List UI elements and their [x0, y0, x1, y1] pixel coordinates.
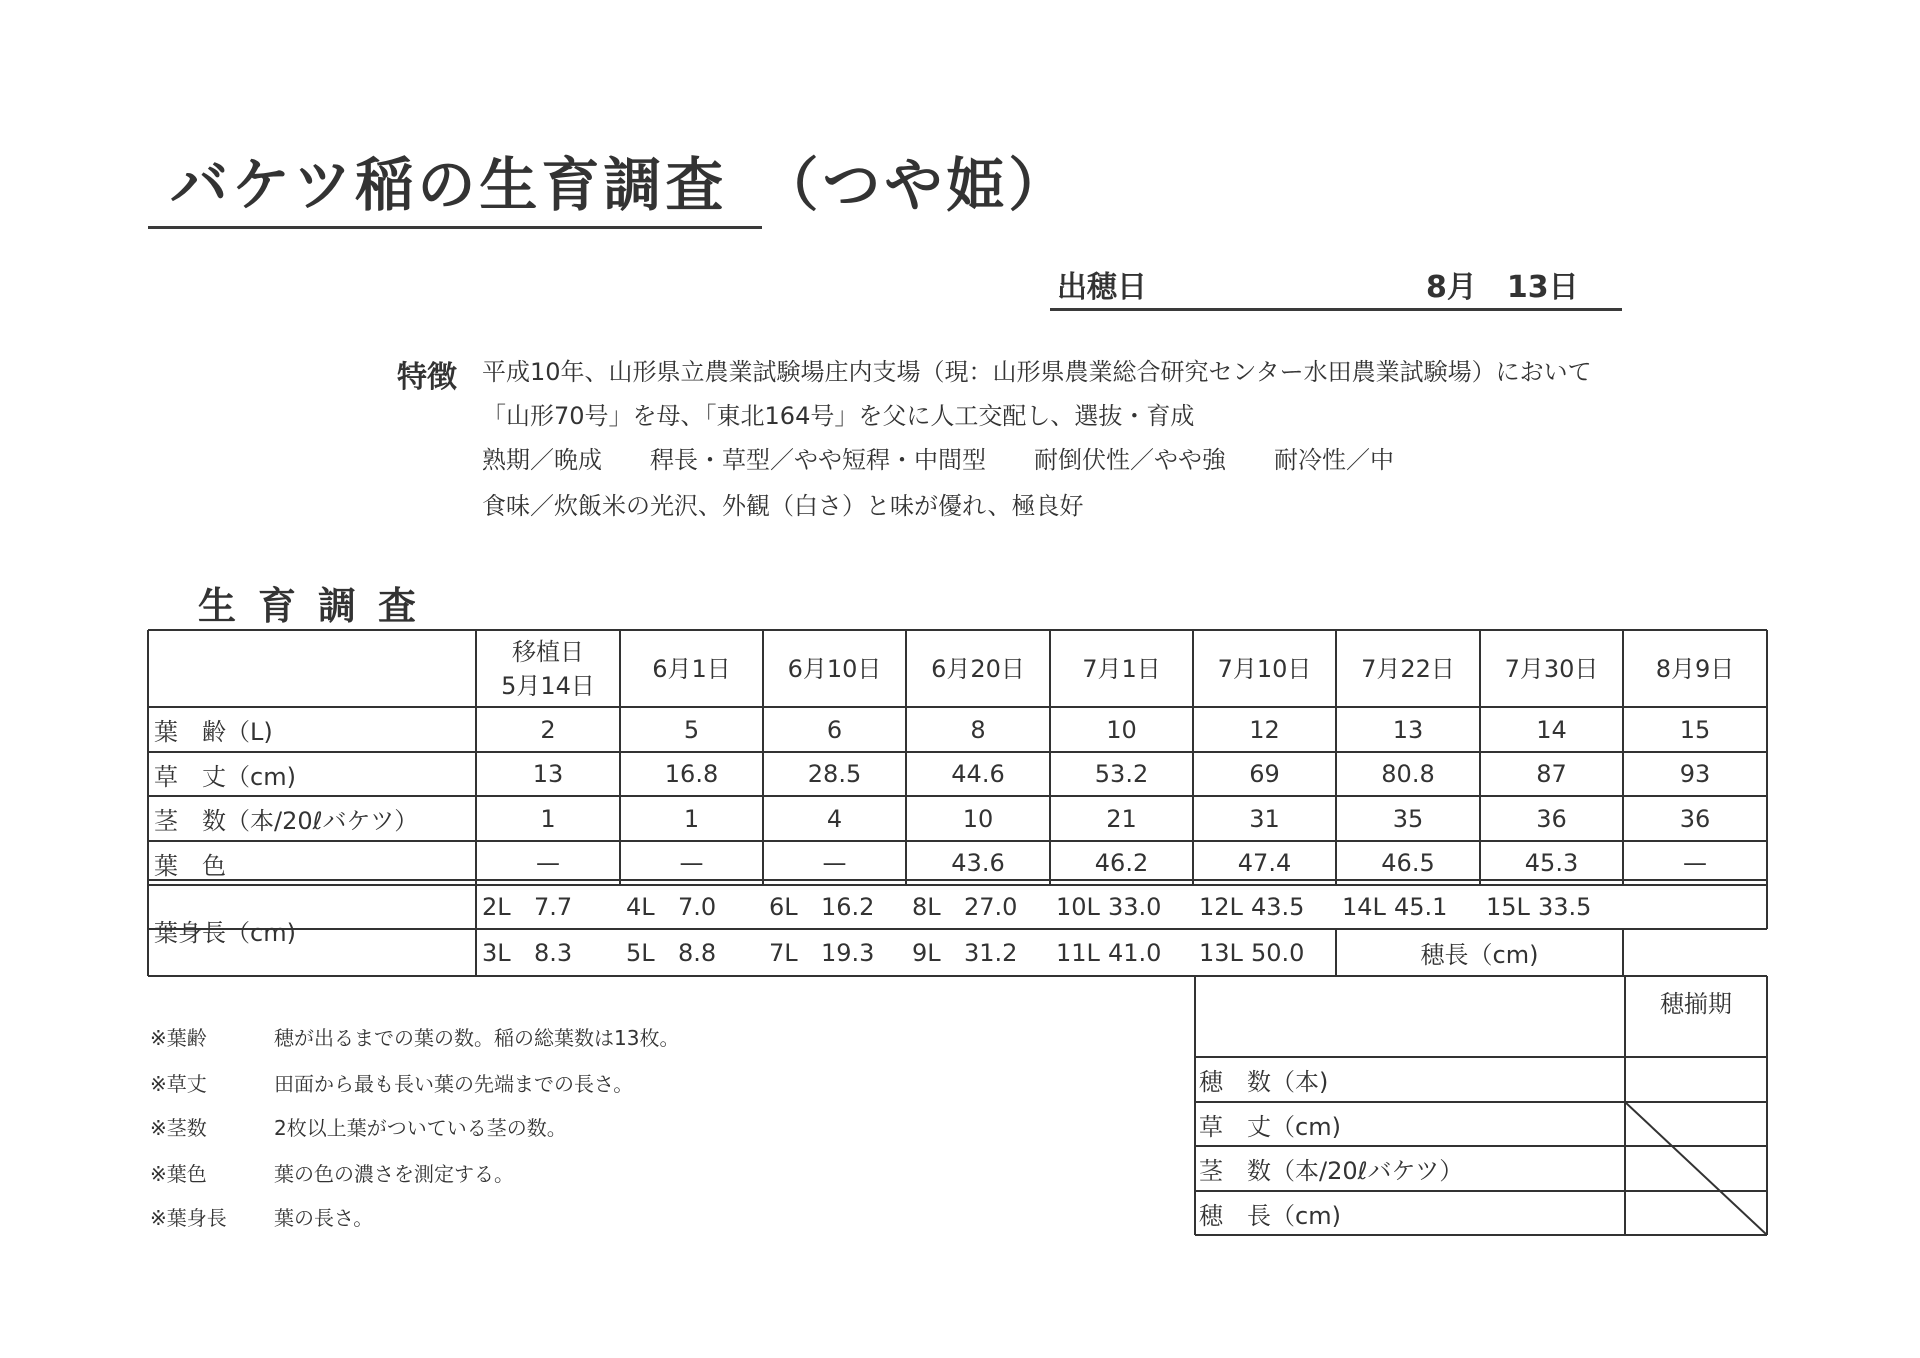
features-line: 食味／炊飯米の光沢、外観（白さ）と味が優れ、極良好 [482, 492, 1084, 520]
features-line: 平成10年、山形県立農業試験場庄内支場（現：山形県農業総合研究センター水田農業試験場）において [482, 358, 1592, 386]
table-cell [1193, 841, 1336, 885]
table-cell [763, 796, 906, 841]
table-cell-text: 80.8 [1381, 760, 1435, 788]
table-rule [1194, 976, 1196, 1235]
table-cell-text: 4 [826, 804, 843, 833]
table-cell [1336, 796, 1480, 841]
blade-leaf [1056, 885, 1106, 929]
features-label: 特徴 [397, 360, 457, 395]
table-cell [620, 841, 763, 885]
table-cell-text: — [679, 849, 704, 877]
table-cell-text: — [1683, 849, 1707, 877]
table-cell [763, 841, 906, 885]
blade-value [678, 929, 758, 976]
table-cell-text: 46.2 [1094, 849, 1149, 877]
blade-leaf [482, 885, 532, 929]
blade-value-text: 31.2 [964, 938, 1018, 967]
blade-value-text: 19.3 [821, 938, 875, 967]
date-header-text: 7月1日 [1082, 654, 1161, 683]
table-cell [1193, 752, 1336, 796]
diagonal-slash [1625, 1102, 1767, 1235]
table-cell [906, 841, 1050, 885]
table-cell [476, 841, 620, 885]
date-header [1336, 630, 1480, 707]
table-cell [476, 752, 620, 796]
row-label [154, 885, 474, 976]
date-header-text: 7月22日 [1361, 654, 1455, 683]
table-cell [1050, 841, 1193, 885]
table-cell [1193, 707, 1336, 752]
blade-leaf [1056, 929, 1106, 976]
table-cell [1050, 752, 1193, 796]
blade-value-text: 33.0 [1108, 893, 1162, 921]
note-text: 穂が出るまでの葉の数。稲の総葉数は13枚。 [274, 1026, 680, 1050]
blade-leaf [1199, 885, 1249, 929]
table-cell-text: 12 [1249, 715, 1280, 744]
table-cell-text: 6 [826, 715, 843, 744]
blade-value [964, 929, 1044, 976]
blade-leaf [626, 885, 676, 929]
table-cell [476, 796, 620, 841]
table-cell [906, 707, 1050, 752]
heading-row-label [1199, 1057, 1621, 1102]
blade-value-text: 43.5 [1251, 893, 1305, 921]
blade-value-text: 8.8 [678, 938, 717, 967]
blade-leaf [912, 929, 962, 976]
table-cell [1336, 841, 1480, 885]
blade-value-text: 50.0 [1251, 938, 1305, 967]
table-cell [1480, 796, 1623, 841]
blade-leaf [1199, 929, 1249, 976]
table-cell [763, 752, 906, 796]
note-text: 2枚以上葉がついている茎の数。 [274, 1116, 567, 1140]
row-label-text: 茎 数（本/20ℓバケツ） [154, 807, 419, 835]
blade-leaf-text: 15L [1486, 893, 1530, 921]
table-cell-text: 47.4 [1237, 849, 1292, 877]
table-cell-text: 93 [1679, 760, 1711, 788]
table-cell-text: 44.6 [951, 760, 1005, 788]
date-header [620, 630, 763, 707]
blade-leaf-text: 14L [1342, 893, 1386, 921]
date-header [763, 630, 906, 707]
table-cell-text: 35 [1392, 804, 1424, 833]
note-term: ※葉色 [150, 1162, 207, 1186]
blade-leaf-text: 12L [1199, 893, 1243, 921]
table-cell [1336, 707, 1480, 752]
table-cell [1050, 707, 1193, 752]
heading-row-label-text: 草 丈（cm) [1199, 1112, 1341, 1141]
note-text: 田面から最も長い葉の先端までの長さ。 [274, 1072, 634, 1096]
table-cell [1480, 752, 1623, 796]
date-header [476, 630, 620, 707]
date-header-text: 5月14日 [501, 671, 595, 700]
diagonal-line [1625, 1102, 1767, 1235]
row-label [154, 841, 474, 885]
blade-value [1251, 885, 1331, 929]
blade-leaf-text: 2L [482, 893, 511, 921]
date-header-text: 7月10日 [1217, 654, 1312, 683]
blade-leaf-text: 5L [626, 938, 655, 967]
blade-leaf [482, 929, 532, 976]
heading-stage-header-text: 穂揃期 [1660, 989, 1732, 1018]
panicle-length-label [1336, 929, 1623, 976]
table-cell-text: 8 [970, 715, 986, 744]
blade-value-text: 41.0 [1108, 938, 1162, 967]
table-cell-text: 36 [1536, 804, 1567, 833]
blade-leaf-text: 10L [1056, 893, 1100, 921]
blade-leaf [769, 929, 819, 976]
table-cell [1623, 841, 1767, 885]
date-header [1050, 630, 1193, 707]
page-title: バケツ稲の生育調査 （つや姫） [170, 151, 1071, 219]
blade-value-text: 7.7 [534, 893, 573, 921]
note-term: ※葉身長 [150, 1206, 227, 1230]
date-header-text: 6月1日 [652, 654, 731, 683]
heading-row-label [1199, 1146, 1621, 1191]
table-rule [475, 885, 477, 976]
date-header-text: 8月9日 [1655, 654, 1735, 683]
table-rule [147, 630, 149, 976]
blade-value [1251, 929, 1331, 976]
blade-leaf-text: 11L [1056, 938, 1100, 967]
table-cell-text: 87 [1536, 760, 1567, 788]
table-cell [476, 707, 620, 752]
title-underline [148, 226, 762, 229]
blade-value [964, 885, 1044, 929]
table-cell [906, 752, 1050, 796]
row-label-text: 葉 色 [154, 851, 226, 880]
table-cell-text: 69 [1249, 760, 1280, 788]
blade-leaf-text: 3L [482, 938, 511, 967]
section-title: 生育調査 [198, 584, 439, 628]
table-cell [763, 707, 906, 752]
table-cell-text: 10 [962, 804, 994, 833]
table-cell-text: 10 [1106, 715, 1137, 744]
heading-row-label-text: 穂 長（cm) [1199, 1201, 1341, 1230]
date-header-text: 移植日 [512, 637, 584, 666]
table-cell-text: 15 [1679, 715, 1711, 744]
table-cell-text: 21 [1106, 804, 1137, 833]
date-header-text: 6月10日 [787, 654, 882, 683]
blade-value [1538, 885, 1618, 929]
table-cell [1623, 796, 1767, 841]
row-label-text: 葉 齢（L) [154, 718, 273, 746]
table-cell-text: 46.5 [1381, 849, 1435, 877]
features-line: 熟期／晩成 稈長・草型／やや短稈・中間型 耐倒伏性／やや強 耐冷性／中 [482, 446, 1394, 474]
blade-value-text: 33.5 [1538, 893, 1592, 921]
table-cell [1623, 752, 1767, 796]
blade-value [534, 929, 614, 976]
blade-leaf [1486, 885, 1536, 929]
blade-leaf-text: 7L [769, 938, 798, 967]
table-cell-text: 28.5 [807, 760, 862, 788]
table-cell [1480, 707, 1623, 752]
table-cell-text: 45.3 [1524, 849, 1579, 877]
heading-row-label [1199, 1191, 1621, 1235]
blade-value-text: 27.0 [964, 893, 1018, 921]
blade-value [534, 885, 614, 929]
heading-date-label: 出穂日 [1057, 270, 1147, 305]
date-header-text: 7月30日 [1504, 654, 1599, 683]
blade-value [821, 929, 901, 976]
heading-row-label [1199, 1102, 1621, 1146]
heading-row-label-text: 茎 数（本/20ℓバケツ） [1199, 1157, 1464, 1185]
table-cell [1623, 707, 1767, 752]
table-cell-text: 1 [683, 804, 700, 833]
table-cell-text: 5 [683, 715, 700, 744]
table-cell [1193, 796, 1336, 841]
table-cell-text: 13 [1392, 715, 1424, 744]
heading-date-value: 8月 13日 [1426, 270, 1579, 305]
row-label [154, 796, 474, 841]
row-label-text: 草 丈（cm) [154, 762, 296, 791]
note-term: ※茎数 [150, 1116, 207, 1140]
heading-row-label-text: 穂 数（本) [1199, 1068, 1329, 1096]
blade-value [821, 885, 901, 929]
blade-value-text: 45.1 [1394, 893, 1448, 921]
blade-value [1108, 929, 1188, 976]
blade-leaf-text: 13L [1199, 938, 1243, 967]
row-label [154, 707, 474, 752]
table-cell [620, 752, 763, 796]
table-cell [1336, 752, 1480, 796]
blade-value-text: 16.2 [821, 893, 875, 921]
table-cell-text: 31 [1249, 804, 1280, 833]
heading-date-underline [1050, 308, 1622, 311]
table-cell-text: 53.2 [1094, 760, 1149, 788]
table-cell-text: 1 [540, 804, 556, 833]
table-cell [1050, 796, 1193, 841]
table-cell-text: 14 [1536, 715, 1567, 744]
blade-leaf [769, 885, 819, 929]
table-cell-text: 13 [532, 760, 564, 788]
table-cell [1480, 841, 1623, 885]
blade-leaf-text: 9L [912, 938, 941, 967]
blade-value-text: 8.3 [534, 938, 573, 967]
date-header [1623, 630, 1767, 707]
table-cell [906, 796, 1050, 841]
row-label [154, 752, 474, 796]
note-text: 葉の色の濃さを測定する。 [274, 1162, 514, 1186]
table-cell-text: — [822, 849, 847, 877]
heading-stage-header [1625, 976, 1767, 1026]
date-header-text: 6月20日 [931, 654, 1025, 683]
blade-value-text: 7.0 [678, 893, 717, 921]
blade-value [1394, 885, 1474, 929]
table-cell-text: 16.8 [664, 760, 719, 788]
blade-leaf-text: 6L [769, 893, 798, 921]
date-header [1480, 630, 1623, 707]
note-text: 葉の長さ。 [274, 1206, 374, 1230]
table-cell-text: — [536, 849, 560, 877]
blade-leaf [626, 929, 676, 976]
blade-leaf [912, 885, 962, 929]
table-cell-text: 43.6 [951, 849, 1005, 877]
row-label-text: 葉身長（cm) [154, 919, 296, 947]
features-line: 「山形70号」を母、「東北164号」を父に人工交配し、選抜・育成 [482, 402, 1195, 430]
table-cell-text: 2 [540, 715, 556, 744]
panicle-length-label-text: 穂長（cm) [1420, 941, 1539, 969]
note-term: ※草丈 [150, 1072, 207, 1096]
blade-value [678, 885, 758, 929]
date-header [906, 630, 1050, 707]
blade-leaf-text: 4L [626, 893, 655, 921]
table-cell-text: 36 [1679, 804, 1711, 833]
blade-value [1108, 885, 1188, 929]
note-term: ※葉齢 [150, 1026, 207, 1050]
table-cell [620, 707, 763, 752]
date-header [1193, 630, 1336, 707]
blade-leaf-text: 8L [912, 893, 941, 921]
table-cell [620, 796, 763, 841]
blade-leaf [1342, 885, 1392, 929]
